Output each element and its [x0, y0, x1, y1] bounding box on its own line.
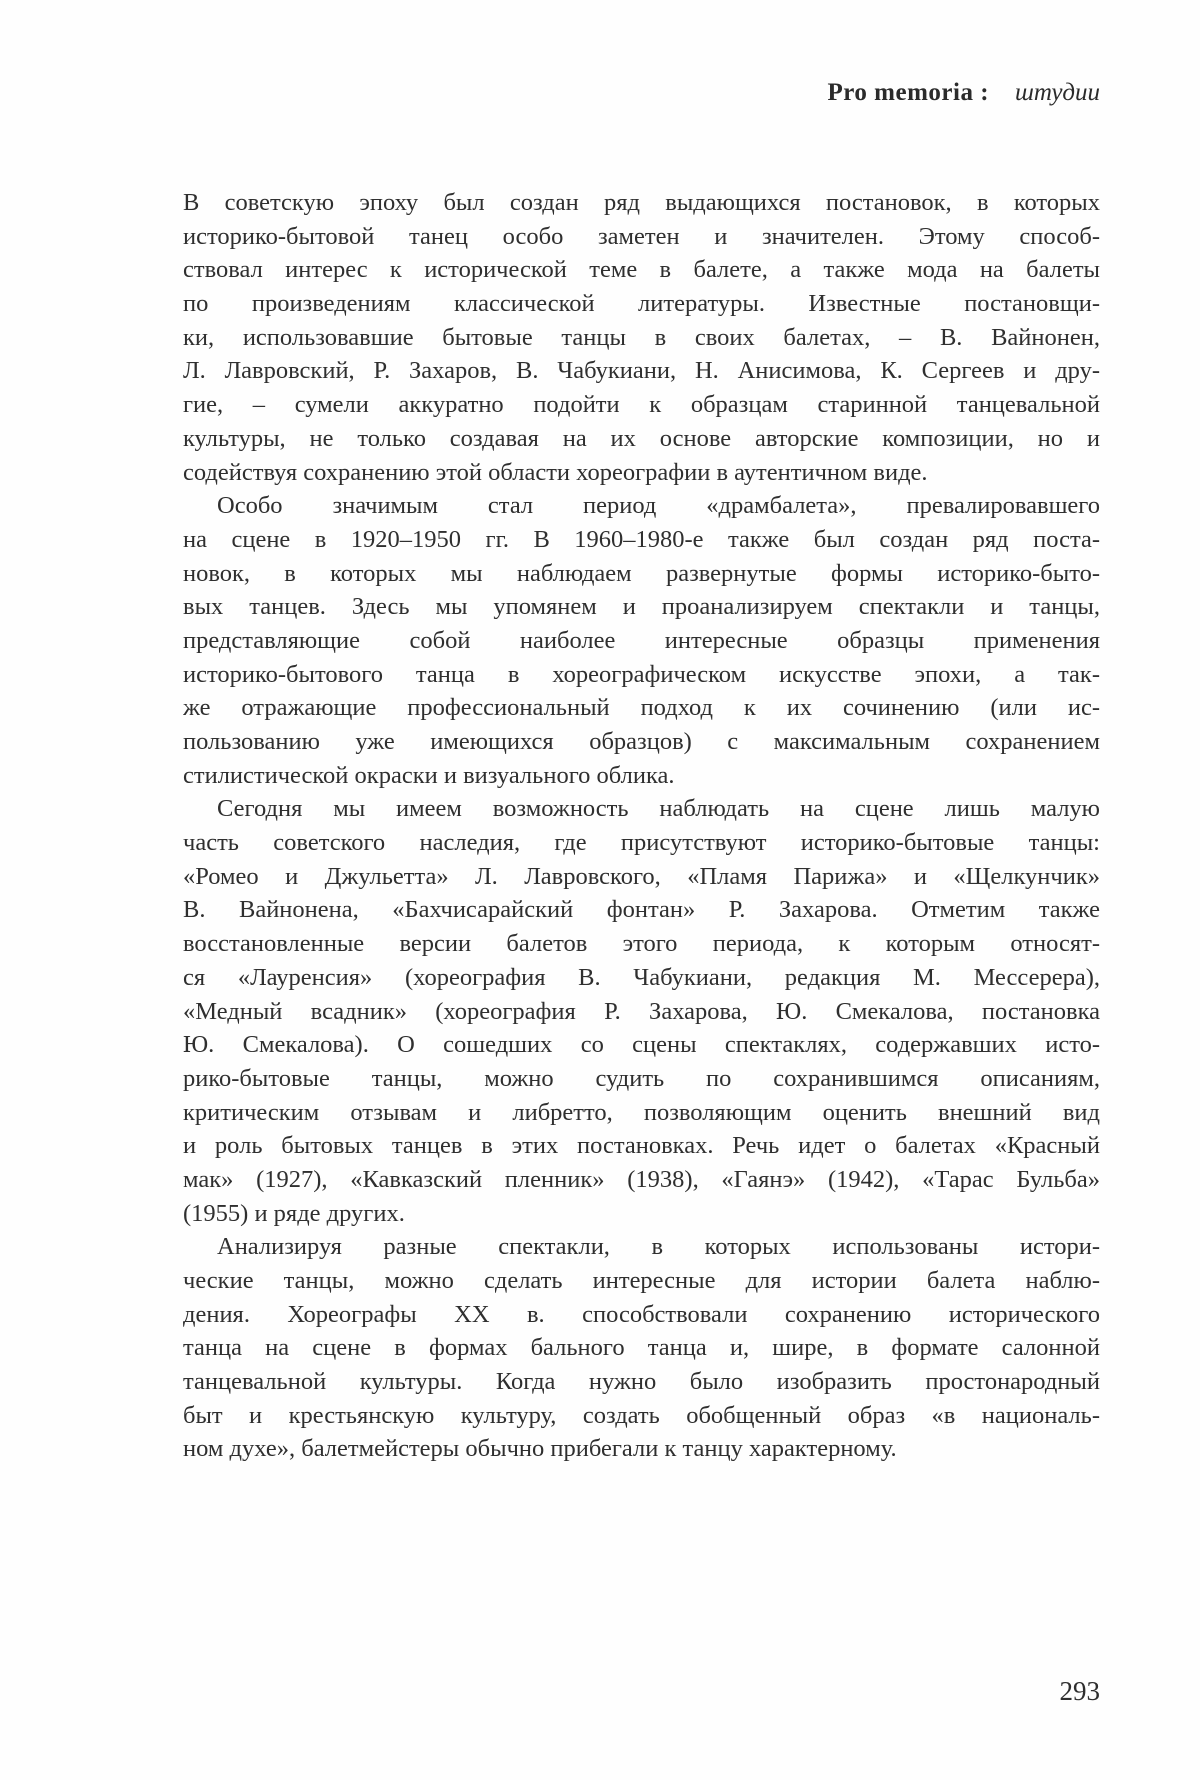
body-line: ся «Лауренсия» (хореография В. Чабукиани, редакция М. Мессерера), — [183, 963, 1100, 991]
running-header-section: штудии — [1015, 79, 1100, 106]
body-line: танца на сцене в формах бального танца и, шире, в формате салонной — [183, 1334, 1100, 1362]
body-line: вых танцев. Здесь мы упомянем и проанализируем спектакли и танцы, — [183, 593, 1100, 621]
body-text-block — [183, 186, 1100, 1466]
body-line: культуры, не только создавая на их основе авторские композиции, но и — [183, 424, 1100, 452]
body-line: гие, – сумели аккуратно подойти к образцам старинной танцевальной — [183, 391, 1100, 419]
body-line: быт и крестьянскую культуру, создать обобщенный образ «в националь- — [183, 1401, 1100, 1429]
body-line: историко-бытового танца в хореографическом искусстве эпохи, а так- — [183, 660, 1100, 688]
page-number: 293 — [1059, 1676, 1100, 1706]
body-line: «Ромео и Джульетта» Л. Лавровского, «Пламя Парижа» и «Щелкунчик» — [183, 862, 1100, 890]
body-line: по произведениям классической литературы. Известные постановщи- — [183, 290, 1100, 318]
body-line: Сегодня мы имеем возможность наблюдать на сцене лишь малую — [217, 795, 1100, 823]
body-line: стилистической окраски и визуального облика. — [183, 761, 675, 789]
body-line: содействуя сохранению этой области хореографии в аутентичном виде. — [183, 458, 928, 486]
body-line: Л. Лавровский, Р. Захаров, В. Чабукиани, Н. Анисимова, К. Сергеев и дру- — [183, 357, 1100, 385]
body-line: рико-бытовые танцы, можно судить по сохранившимся описаниям, — [183, 1064, 1100, 1092]
body-line: ки, использовавшие бытовые танцы в своих балетах, – В. Вайнонен, — [183, 323, 1100, 351]
body-line: ном духе», балетмейстеры обычно прибегали к танцу характерному. — [183, 1435, 897, 1463]
body-line: пользованию уже имеющихся образцов) с максимальным сохранением — [183, 728, 1100, 755]
body-line: Анализируя разные спектакли, в которых использованы истори- — [217, 1233, 1100, 1261]
running-header — [827, 78, 1100, 108]
body-line: критическим отзывам и либретто, позволяющим оценить внешний вид — [183, 1098, 1100, 1126]
body-line: представляющие собой наиболее интересные образцы применения — [183, 626, 1100, 654]
body-line: восстановленные версии балетов этого периода, к которым относят- — [183, 930, 1100, 958]
body-line: историко-бытовой танец особо заметен и значителен. Этому способ- — [183, 222, 1100, 250]
body-line: мак» (1927), «Кавказский пленник» (1938), «Гаянэ» (1942), «Тарас Бульба» — [183, 1165, 1100, 1193]
body-line: «Медный всадник» (хореография Р. Захарова, Ю. Смекалова, постановка — [183, 997, 1100, 1025]
body-line: же отражающие профессиональный подход к их сочинению (или ис- — [183, 694, 1100, 722]
body-line: новок, в которых мы наблюдаем развернутые формы историко-быто- — [183, 559, 1100, 587]
body-line: часть советского наследия, где присутствуют историко-бытовые танцы: — [183, 829, 1100, 857]
body-line: и роль бытовых танцев в этих постановках. Речь идет о балетах «Красный — [183, 1132, 1100, 1160]
body-line: ческие танцы, можно сделать интересные для истории балета наблю- — [183, 1267, 1100, 1294]
body-line: на сцене в 1920–1950 гг. В 1960–1980-е также был создан ряд поста- — [183, 525, 1100, 553]
body-line: Ю. Смекалова). О сошедших со сцены спектаклях, содержавших исто- — [183, 1031, 1100, 1059]
body-line: ствовал интерес к исторической теме в балете, а также мода на балеты — [183, 256, 1100, 284]
running-header-title: Pro memoria : — [827, 79, 990, 106]
body-line: В советскую эпоху был создан ряд выдающихся постановок, в которых — [183, 189, 1100, 216]
body-line: танцевальной культуры. Когда нужно было изобразить простонародный — [183, 1368, 1100, 1396]
body-line: В. Вайнонена, «Бахчисарайский фонтан» Р. Захарова. Отметим также — [183, 896, 1100, 924]
body-line: Особо значимым стал период «драмбалета», превалировавшего — [217, 492, 1100, 520]
body-line: дения. Хореографы XX в. способствовали сохранению исторического — [183, 1300, 1100, 1328]
body-line: (1955) и ряде других. — [183, 1199, 405, 1227]
